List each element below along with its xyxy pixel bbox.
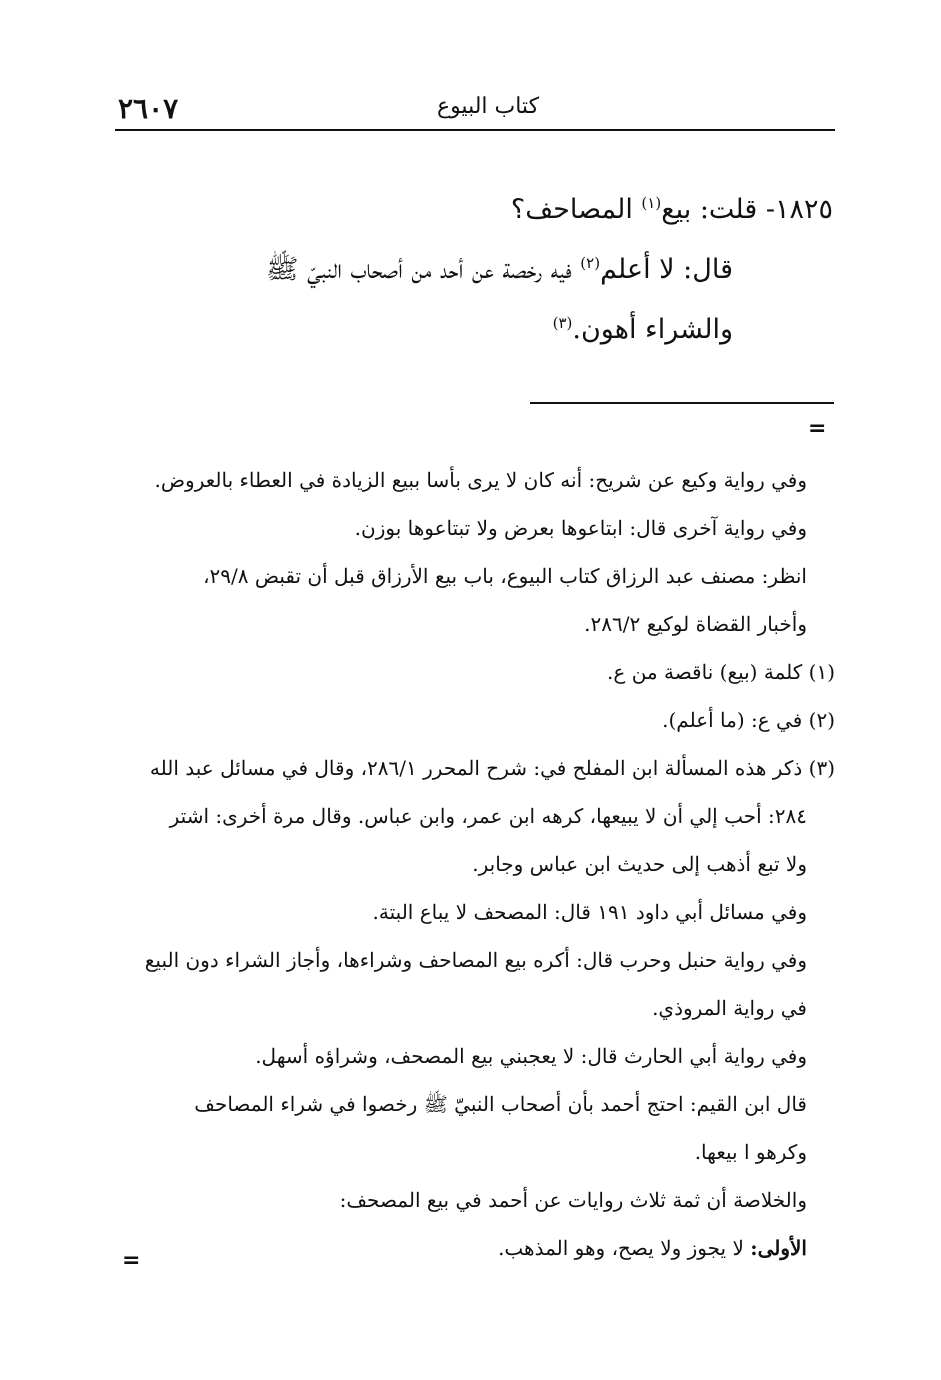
footnote-line: ولا تبع أذهب إلى حديث ابن عباس وجابر.: [472, 852, 807, 876]
footnote-line: وأخبار القضاة لوكيع ٢٨٦/٢.: [584, 612, 807, 636]
footnote-ref: (٣): [552, 314, 573, 332]
footnote-line: انظر: مصنف عبد الرزاق كتاب البيوع، باب بيع الأرزاق قبل أن تقبض ٢٩/٨،: [203, 564, 807, 588]
continuation-mark-bottom: =: [122, 1248, 141, 1273]
footnote-line: وفي رواية وكيع عن شريح: أنه كان لا يرى بأسا ببيع الزيادة في العطاء بالعروض.: [154, 468, 807, 492]
main-text: [113, 180, 833, 360]
footnote-line: والخلاصة أن ثمة ثلاث روايات عن أحمد في بيع المصحف:: [339, 1188, 807, 1212]
footnote-line: قال ابن القيم: احتج أحمد بأن أصحاب النبيّ ﷺ رخصوا في شراء المصاحف: [194, 1092, 807, 1116]
footnote-line: (٢) في ع: (ما أعلم).: [662, 708, 835, 732]
main-line-text: ١٨٢٥- قلت: بيع: [661, 194, 833, 225]
running-title: كتاب البيوع: [436, 94, 540, 119]
footnote-separator: [530, 402, 834, 404]
footnote-line: ٢٨٤: أحب إلي أن لا يبيعها، كرهه ابن عمر، وابن عباس. وقال مرة أخرى: اشتر: [169, 804, 807, 828]
footnote-bold-label: الأولى:: [750, 1236, 807, 1260]
footnote-line-text: لا يجوز ولا يصح، وهو المذهب.: [498, 1236, 751, 1260]
footnote-line: (٣) ذكر هذه المسألة ابن المفلح في: شرح المحرر ٢٨٦/١، وقال في مسائل عبد الله: [149, 756, 835, 780]
footnote-line: وفي مسائل أبي داود ١٩١ قال: المصحف لا يباع البتة.: [372, 900, 807, 924]
main-line-text: فيه رخصة عن أحد من أصحاب النبيّ ﷺ: [265, 254, 581, 285]
continuation-mark-top: =: [808, 416, 827, 441]
main-line: [113, 240, 833, 300]
footnote-line: وفي رواية آخرى قال: ابتاعوها بعرض ولا تبتاعوها بوزن.: [354, 516, 807, 540]
main-line: [113, 180, 833, 240]
main-line: [113, 300, 833, 360]
page-number: ٢٦٠٧: [118, 92, 179, 125]
footnote-ref: (١): [641, 194, 662, 212]
footnote-line: وفي رواية حنبل وحرب قال: أكره بيع المصاحف وشراءها، وأجاز الشراء دون البيع: [144, 948, 807, 972]
header-rule: [115, 129, 835, 131]
footnote-line: وفي رواية أبي الحارث قال: لا يعجبني بيع المصحف، وشراؤه أسهل.: [255, 1044, 807, 1068]
main-line-text: والشراء أهون.: [572, 314, 733, 345]
footnote-line: وكرهو ا بيعها.: [694, 1140, 807, 1164]
footnote-line: في رواية المروذي.: [652, 996, 807, 1020]
footnote-line: [115, 1224, 835, 1272]
footnotes: [115, 456, 835, 1272]
page-header: [118, 92, 834, 128]
main-line-text: المصاحف؟: [510, 194, 642, 225]
footnote-ref: (٢): [580, 254, 601, 272]
footnote-line: (١) كلمة (بيع) ناقصة من ع.: [607, 660, 835, 684]
main-line-text: قال: لا أعلم: [600, 254, 733, 285]
